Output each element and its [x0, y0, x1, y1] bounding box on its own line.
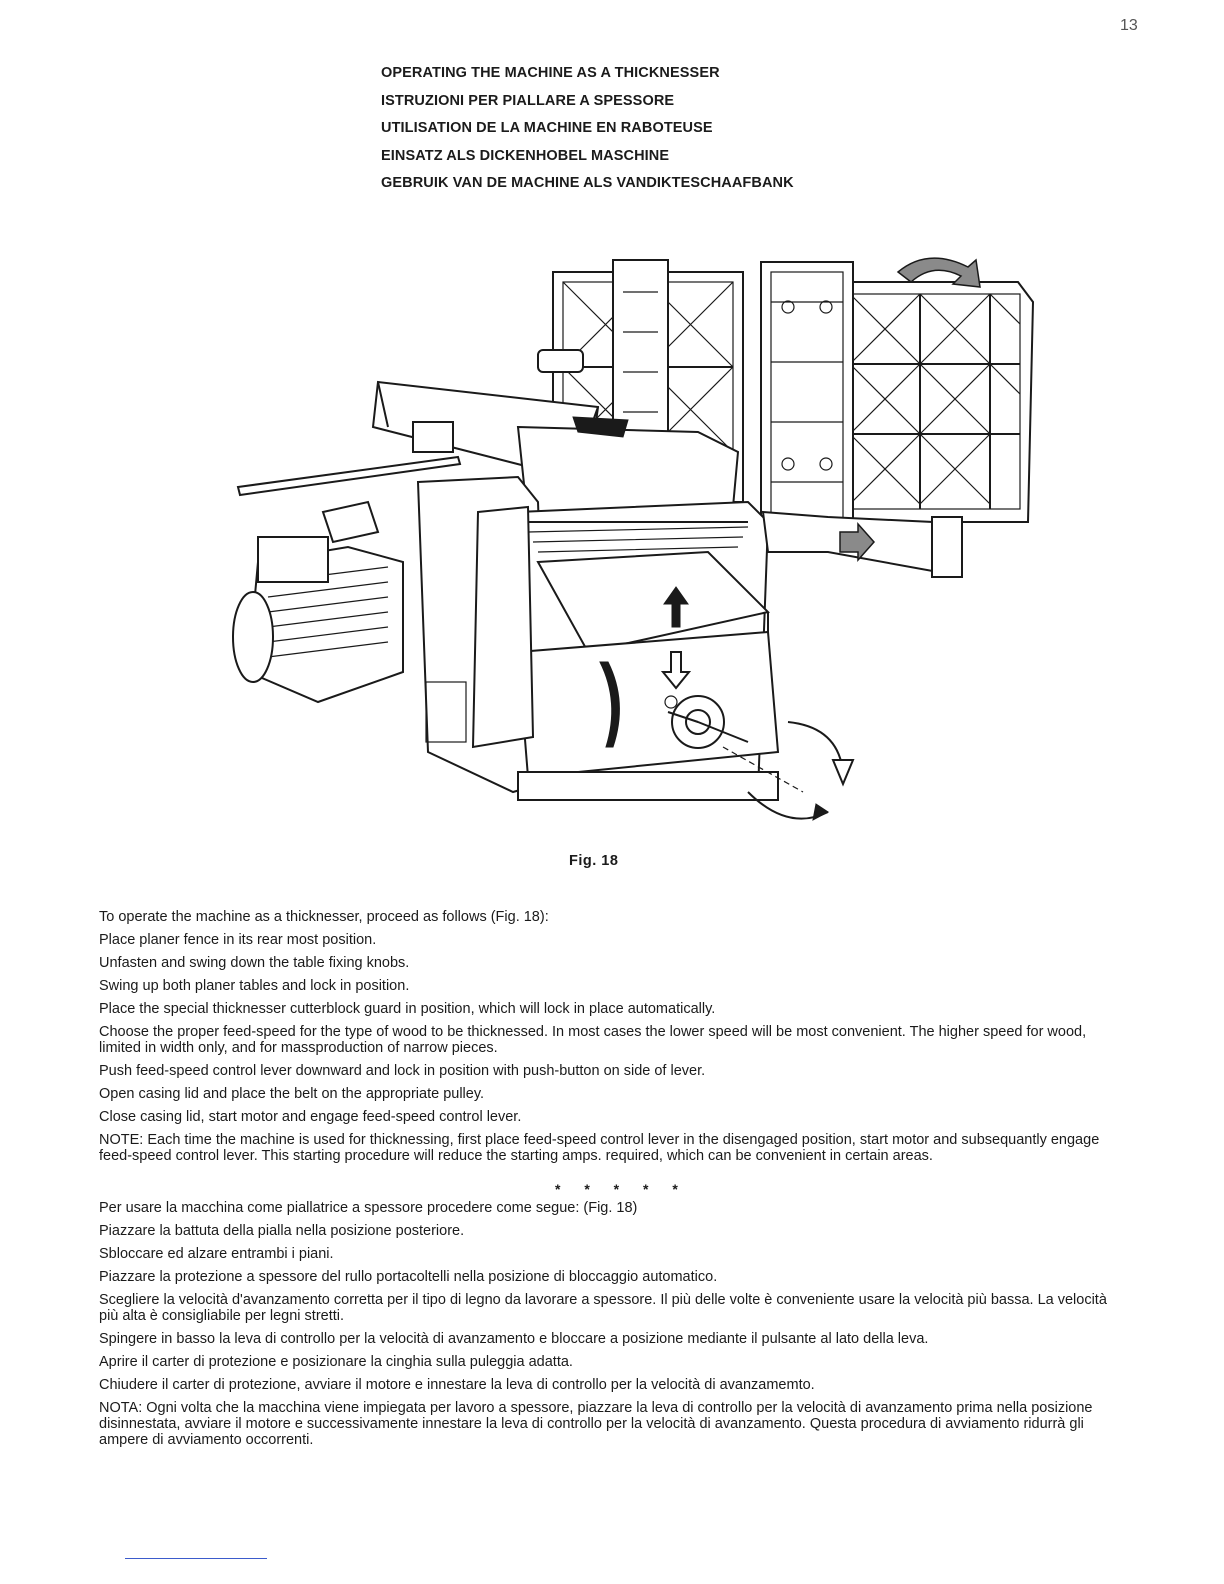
heading-german: EINSATZ ALS DICKENHOBEL MASCHINE	[381, 147, 670, 164]
heading-french: UTILISATION DE LA MACHINE EN RABOTEUSE	[381, 120, 713, 137]
heading-dutch: GEBRUIK VAN DE MACHINE ALS VANDIKTESCHAAFBANK	[381, 175, 794, 192]
english-step: Place planer fence in its rear most position.	[99, 932, 377, 948]
italian-step: Scegliere la velocità d'avanzamento corretta per il tipo di legno da lavorare a spessore. Il più delle volte è conveniente usare la velocità più bassa. La velocità più alta è consigliabile per legni stretti.	[99, 1292, 1107, 1324]
english-step: Open casing lid and place the belt on the appropriate pulley.	[99, 1086, 485, 1102]
italian-instructions	[99, 1200, 1115, 1448]
middle-planer-table	[761, 262, 853, 532]
footer-rule	[125, 1558, 267, 1559]
english-instructions	[99, 909, 1115, 1164]
italian-step: Piazzare la battuta della pialla nella posizione posteriore.	[99, 1223, 465, 1239]
english-step: Place the special thicknesser cutterblock guard in position, which will lock in place automatically.	[99, 1001, 716, 1017]
italian-note: NOTA: Ogni volta che la macchina viene impiegata per lavoro a spessore, piazzare la leva di controllo per la velocità di avanzamento prima nella posizione disinnestata, avviare il motore e successivamente innestare la leva di controllo per la velocità di avanzamento. Questa procedura di avviamento ridurrà gli ampere di avviamento occorrenti.	[99, 1400, 1093, 1448]
heading-italian: ISTRUZIONI PER PIALLARE A SPESSORE	[381, 92, 675, 109]
machine-illustration	[228, 232, 1058, 852]
right-planer-table	[838, 282, 1033, 522]
section-separator: * * * * *	[555, 1181, 688, 1197]
electric-motor	[233, 502, 403, 702]
english-intro: To operate the machine as a thicknesser, proceed as follows (Fig. 18):	[99, 909, 549, 925]
english-step: Swing up both planer tables and lock in position.	[99, 978, 410, 994]
english-step: Close casing lid, start motor and engage feed-speed control lever.	[99, 1109, 522, 1125]
page-number: 13	[1120, 17, 1138, 34]
heading-english: OPERATING THE MACHINE AS A THICKNESSER	[381, 65, 720, 81]
machine-body	[418, 477, 778, 800]
italian-step: Chiudere il carter di protezione, avviare il motore e innestare la leva di controllo per la velocità di avanzamemto.	[99, 1377, 815, 1393]
english-note: NOTE: Each time the machine is used for thicknessing, first place feed-speed control lever in the disengaged position, start motor and subsequantly engage feed-speed control lever. This starting procedure will reduce the starting amps. required, which can be convenient in certain areas.	[99, 1132, 1100, 1164]
italian-step: Spingere in basso la leva di controllo per la velocità di avanzamento e bloccare a posizione mediante il pulsante al lato della leva.	[99, 1331, 929, 1347]
figure-caption: Fig. 18	[569, 853, 619, 869]
heading-block	[381, 64, 794, 202]
italian-step: Sbloccare ed alzare entrambi i piani.	[99, 1246, 334, 1262]
english-step: Unfasten and swing down the table fixing knobs.	[99, 955, 410, 971]
english-step: Choose the proper feed-speed for the type of wood to be thicknessed. In most cases the lower speed will be most convenient. The higher speed for wood, limited in width only, and for massproduction of narrow pieces.	[99, 1024, 1087, 1056]
italian-step: Aprire il carter di protezione e posizionare la cinghia sulla puleggia adatta.	[99, 1354, 573, 1370]
italian-step: Piazzare la protezione a spessore del rullo portacoltelli nella posizione di bloccaggio automatico.	[99, 1269, 718, 1285]
thicknesser-machine-drawing	[228, 232, 1058, 852]
english-step: Push feed-speed control lever downward and lock in position with push-button on side of lever.	[99, 1063, 706, 1079]
italian-intro: Per usare la macchina come piallatrice a spessore procedere come segue: (Fig. 18)	[99, 1200, 638, 1216]
